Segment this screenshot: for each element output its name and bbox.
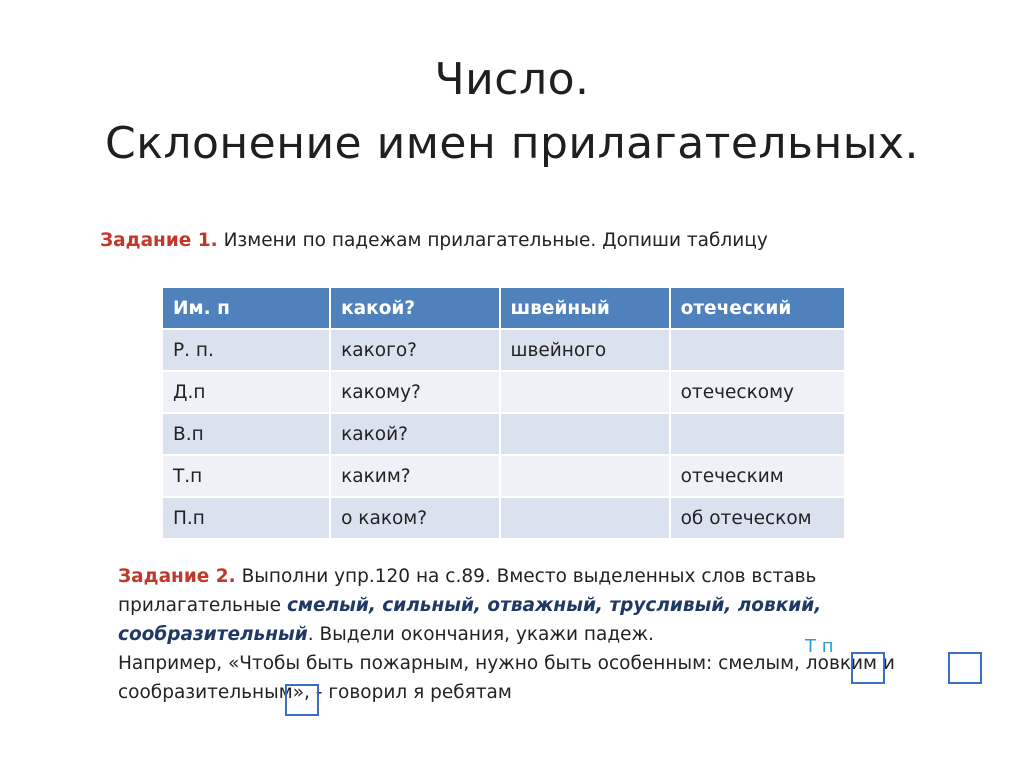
task-2-line-2 xyxy=(118,591,998,620)
ending-highlight-box xyxy=(285,684,319,716)
table-header-cell: швейный xyxy=(500,287,670,329)
task-1-text: Измени по падежам прилагательные. Допиши таблицу xyxy=(217,230,768,251)
table-cell xyxy=(670,413,845,455)
adjective-list: смелый, сильный, отважный, трусливый, ловкий, xyxy=(286,595,822,616)
table-header-cell: отеческий xyxy=(670,287,845,329)
table-header-cell: Им. п xyxy=(162,287,330,329)
adjective-list-end: сообразительный xyxy=(118,624,308,645)
table-header-cell: какой? xyxy=(330,287,499,329)
task-2-text-1: Выполни упр.120 на с.89. Вместо выделенных слов вставь xyxy=(235,566,817,587)
example-line-1: Например, «Чтобы быть пожарным, нужно быть особенным: смелым, ловким и xyxy=(118,653,895,674)
task-1 xyxy=(100,230,768,251)
table-row xyxy=(162,413,845,455)
table-cell xyxy=(500,371,670,413)
slide-title xyxy=(0,48,1024,176)
table-cell: В.п xyxy=(162,413,330,455)
table-row xyxy=(162,329,845,371)
table-cell xyxy=(500,413,670,455)
table-row xyxy=(162,371,845,413)
task-2-text-3: . Выдели окончания, укажи падеж. xyxy=(307,624,655,645)
table-row xyxy=(162,455,845,497)
table-cell: какого? xyxy=(330,329,499,371)
table-cell: Д.п xyxy=(162,371,330,413)
table-cell: какому? xyxy=(330,371,499,413)
task-2-line-1 xyxy=(118,562,998,591)
task-2 xyxy=(118,562,998,707)
ending-highlight-box xyxy=(948,652,982,684)
case-note: Т п xyxy=(805,636,834,657)
table-cell: о каком? xyxy=(330,497,499,539)
task-2-text-2: прилагательные xyxy=(118,595,287,616)
task-2-label: Задание 2. xyxy=(118,566,236,587)
title-line-1: Число. xyxy=(434,54,590,105)
table-cell: швейного xyxy=(500,329,670,371)
table-cell xyxy=(500,455,670,497)
ending-highlight-box xyxy=(851,652,885,684)
title-line-2: Склонение имен прилагательных. xyxy=(105,118,919,169)
table-cell: отеческим xyxy=(670,455,845,497)
example-line-2: сообразительным», - говорил я ребятам xyxy=(118,682,512,703)
table-cell: какой? xyxy=(330,413,499,455)
table-cell: отеческому xyxy=(670,371,845,413)
task-1-label: Задание 1. xyxy=(100,230,218,251)
task-2-line-3 xyxy=(118,620,998,649)
table-row xyxy=(162,497,845,539)
table-cell: об отеческом xyxy=(670,497,845,539)
table-cell xyxy=(500,497,670,539)
table-header-row xyxy=(162,287,845,329)
table-cell: каким? xyxy=(330,455,499,497)
table-cell: Т.п xyxy=(162,455,330,497)
table-cell: П.п xyxy=(162,497,330,539)
table-cell: Р. п. xyxy=(162,329,330,371)
case-table xyxy=(161,286,846,540)
table-cell xyxy=(670,329,845,371)
